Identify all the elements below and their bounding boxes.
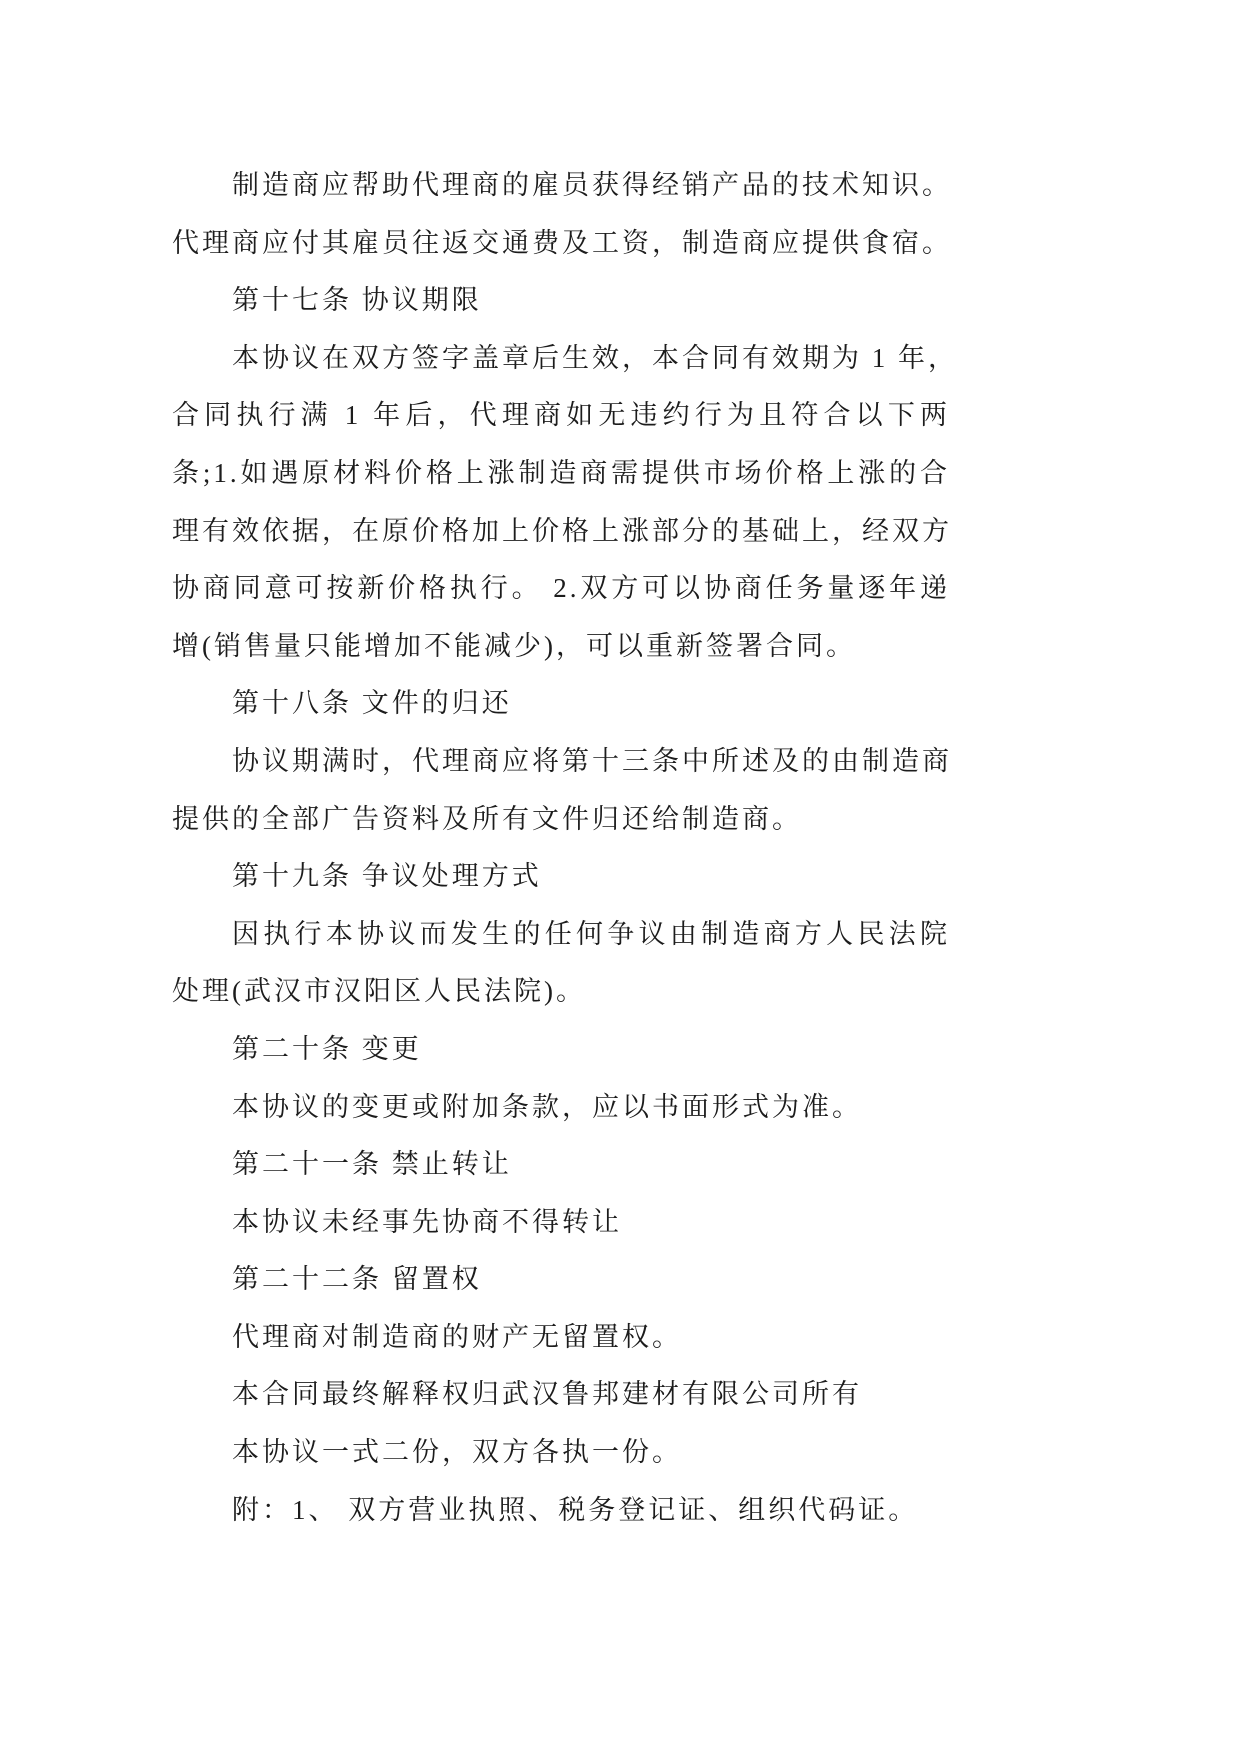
article-20 — [172, 1021, 950, 1136]
paragraph-line: 代理商应付其雇员往返交通费及工资，制造商应提供食宿。 — [172, 227, 952, 258]
paragraph-line: 本协议未经事先协商不得转让 — [232, 1206, 622, 1237]
article-heading: 第二十条 变更 — [232, 1033, 422, 1064]
paragraph-line: 制造商应帮助代理商的雇员获得经销产品的技术知识。 — [232, 170, 952, 200]
closing-section — [172, 1366, 950, 1539]
article-21 — [172, 1136, 950, 1251]
copies-clause: 本协议一式二份，双方各执一份。 — [232, 1437, 682, 1468]
paragraph-line: 本协议的变更或附加条款，应以书面形式为准。 — [232, 1091, 862, 1122]
article-heading: 第二十二条 留置权 — [232, 1264, 482, 1295]
paragraph-line: 协商同意可按新价格执行。 2.双方可以协商任务量逐年递 — [172, 573, 950, 604]
article-heading: 第十七条 协议期限 — [232, 285, 482, 316]
paragraph-line: 代理商对制造商的财产无留置权。 — [232, 1321, 682, 1352]
paragraph-line: 条;1.如遇原材料价格上涨制造商需提供市场价格上涨的合 — [172, 457, 950, 488]
article-19 — [172, 848, 950, 1021]
paragraph-line: 增(销售量只能增加不能减少)，可以重新签署合同。 — [172, 630, 856, 661]
attachments-line: 附：1、 双方营业执照、税务登记证、组织代码证。 — [232, 1494, 919, 1525]
document-body — [172, 157, 958, 1539]
interpretation-clause: 本合同最终解释权归武汉鲁邦建材有限公司所有 — [232, 1379, 862, 1410]
article-heading: 第十八条 文件的归还 — [232, 688, 512, 719]
article-22 — [172, 1251, 950, 1366]
paragraph-line: 处理(武汉市汉阳区人民法院)。 — [172, 976, 586, 1007]
paragraph-line: 提供的全部广告资料及所有文件归还给制造商。 — [172, 803, 802, 834]
paragraph-line: 因执行本协议而发生的任何争议由制造商方人民法院 — [232, 918, 950, 949]
article-heading: 第二十一条 禁止转让 — [232, 1149, 512, 1180]
paragraph-line: 协议期满时，代理商应将第十三条中所述及的由制造商 — [232, 745, 952, 776]
article-17 — [172, 272, 958, 675]
paragraph-line: 理有效依据，在原价格加上价格上涨部分的基础上，经双方 — [172, 515, 952, 546]
intro-paragraph — [172, 157, 950, 272]
paragraph-line: 本协议在双方签字盖章后生效，本合同有效期为 1 年， — [232, 342, 958, 373]
article-heading: 第十九条 争议处理方式 — [232, 861, 542, 892]
paragraph-line: 合同执行满 1 年后，代理商如无违约行为且符合以下两 — [172, 400, 950, 431]
article-18 — [172, 675, 950, 848]
